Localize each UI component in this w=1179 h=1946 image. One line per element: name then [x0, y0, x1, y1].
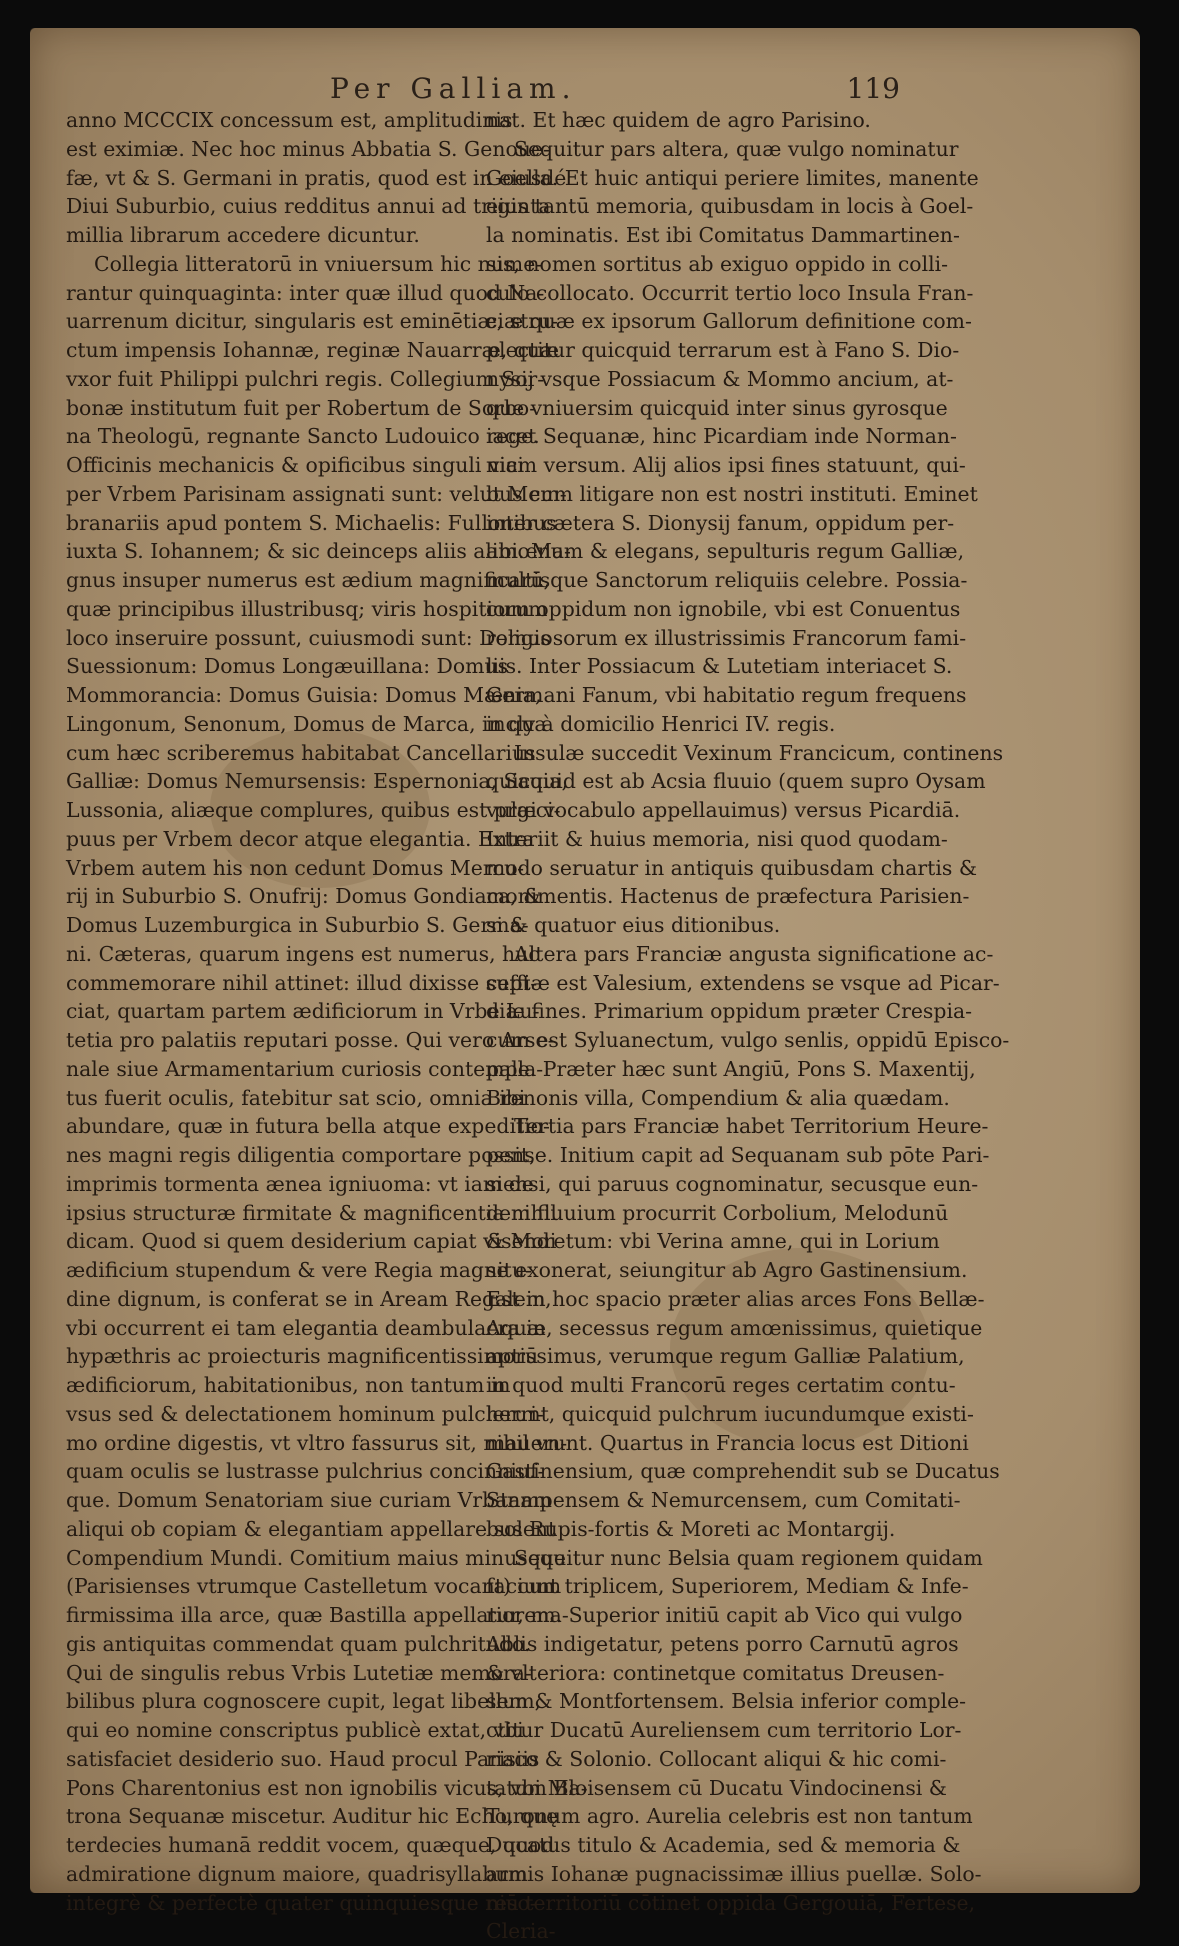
text-line: bus cum litigare non est nostri instituti. Eminet — [486, 481, 978, 506]
text-line: Galliæ: Domus Nemursensis: Espernonia, Sauia, — [66, 769, 568, 794]
text-line: aptissimus, verumque regum Galliæ Palatium, — [486, 1344, 965, 1369]
text-line: ni. Cæteras, quarum ingens est numerus, huc — [66, 941, 540, 966]
text-line: ipsius structuræ firmitate & magnificentia nihil — [66, 1200, 557, 1225]
text-line: Mommorancia: Domus Guisia: Domus Mænia, — [66, 683, 542, 707]
text-line: & vlteriora: continetque comitatus Dreusen- — [486, 1660, 945, 1685]
text-line: mauerunt. Quartus in Francia locus est Ditioni — [486, 1430, 969, 1455]
text-line: Compendium Mundi. Comitium maius minusque — [66, 1545, 566, 1570]
text-line: Stampensem & Nemurcensem, cum Comitati- — [486, 1488, 961, 1512]
text-line: vsus sed & delectationem hominum pulcherri- — [66, 1401, 544, 1426]
text-line: armis Iohanæ pugnacissimæ illius puellæ. Solo- — [486, 1861, 982, 1886]
text-line: inter cætera S. Dionysij fanum, oppidum per- — [486, 510, 955, 535]
text-line: Diui Suburbio, cuius redditus annui ad triginta — [66, 194, 551, 219]
text-line: gnus insuper numerus est ædium magnificarū, — [66, 568, 550, 592]
text-line: abundare, quæ in futura bella atque expeditio- — [66, 1114, 550, 1139]
text-line: vbi occurrent ei tam elegantia deambulacra in — [66, 1315, 546, 1340]
text-line: fæ, vt & S. Germani in pratis, quod est in eiusdé — [66, 165, 567, 190]
text-line: dicam. Quod si quem desiderium capiat visendi — [66, 1229, 557, 1254]
text-line: bonæ institutum fuit per Robertum de Sorbo- — [66, 395, 537, 420]
text-line: Qui de singulis rebus Vrbis Lutetiæ memora- — [66, 1660, 532, 1685]
text-line: imprimis tormenta ænea igniuoma: vt iam de — [66, 1171, 534, 1196]
text-line: quam oculis se lustrasse pulchrius concinniuſ- — [66, 1459, 545, 1484]
text-line: dine dignum, is conferat se in Aream Regalem, — [66, 1286, 552, 1311]
text-line: anno MCCCIX concessum est, amplitudinis — [66, 108, 513, 132]
text-line: Est in hoc spacio præter alias arces Fons Bellæ- — [486, 1286, 985, 1311]
text-line: qui eo nomine conscriptus publicè extat, vbi — [66, 1718, 524, 1742]
text-line: aliqui ob copiam & elegantiam appellare solent — [66, 1516, 557, 1541]
text-line: Gastinensium, quæ comprehendit sub se Ducatus — [486, 1459, 1000, 1484]
text-line: satisfaciet desiderio suo. Haud procul Parisiis — [66, 1746, 540, 1771]
text-line: est eximiæ. Nec hoc minus Abbatia S. Genoue- — [66, 136, 550, 161]
text-line: sis, nomen sortitus ab exiguo oppido in colli- — [486, 251, 949, 276]
text-line: ædificiorum, habitationibus, non tantum in — [66, 1373, 511, 1397]
text-line: tatum Bloisensem cū Ducatu Vindocinensi & — [486, 1775, 947, 1800]
text-line: Suessionum: Domus Longæuillana: Domus — [66, 654, 509, 679]
text-line: bus Rupis-fortis & Moreti ac Montargij. — [486, 1516, 896, 1541]
text-line: loco inseruire possunt, cuiusmodi sunt: Domus — [66, 625, 551, 650]
text-line: que. Domum Senatoriam siue curiam Vrbanam — [66, 1488, 552, 1512]
text-line: monimentis. Hactenus de præfectura Parisien- — [486, 884, 970, 909]
text-line: nes magni regis diligentia comportare possit, — [66, 1143, 536, 1167]
text-line: rij in Suburbio S. Onufrij: Domus Gondiaca, & — [66, 884, 542, 909]
text-line: eius tantū memoria, quibusdam in locis à Goel- — [486, 194, 974, 219]
page-number: 119 — [846, 72, 900, 105]
text-line: vxor fuit Philippi pulchri regis. Collegium Sor- — [66, 366, 545, 391]
text-line: hypæthris ac proiecturis magnificentissimorū — [66, 1344, 539, 1369]
text-line: bilibus plura cognoscere cupit, legat libellum, — [66, 1689, 542, 1714]
text-line: na Theologū, regnante Sancto Ludouico rege. — [66, 424, 540, 449]
text-line: (Parisienses vtrumque Castelletum vocant) cum — [66, 1574, 562, 1599]
text-line: culo collocato. Occurrit tertio loco Insula Fran- — [486, 280, 974, 305]
text-line: millia librarum accedere dicuntur. — [66, 223, 420, 247]
text-line: tetia pro palatiis reputari posse. Qui vero Arse- — [66, 1028, 555, 1052]
text-line: ciæ quæ ex ipsorum Gallorum definitione com- — [486, 309, 972, 334]
text-line: sem & Montfortensem. Belsia inferior comple- — [486, 1689, 967, 1714]
text-line: amœnum & elegans, sepulturis regum Galliæ, — [486, 539, 965, 564]
text-line: branariis apud pontem S. Michaelis: Fullonibus — [66, 510, 557, 535]
text-line: plectitur quicquid terrarum est à Fano S. Dio- — [486, 338, 960, 362]
text-line: Aquæ, secessus regum amœnissimus, quietique — [486, 1315, 983, 1340]
text-line: cum oppidum non ignobile, vbi est Conuentus — [486, 596, 961, 621]
text-line: quæ principibus illustribusq; viris hospitiorum — [66, 596, 548, 621]
text-line: ceptæ est Valesium, extendens se vsque ad Picar- — [486, 970, 1000, 995]
text-line: modo seruatur in antiquis quibusdam chartis & — [486, 855, 977, 880]
text-line: Insulæ succedit Vexinum Francicum, continens — [514, 740, 1004, 765]
text-line: siensi, qui paruus cognominatur, secusque eun- — [486, 1171, 979, 1196]
text-line: Goella. Et huic antiqui periere limites, manente — [486, 165, 979, 190]
text-line: faciunt triplicem, Superiorem, Mediam & Infe- — [486, 1574, 969, 1599]
text-line: gis antiquitas commendat quam pulchritudo. — [66, 1631, 531, 1656]
text-line: uarrenum dicitur, singularis est eminētiæ, stru- — [66, 309, 559, 334]
text-line: diæ fines. Primarium oppidum præter Crespia- — [486, 999, 973, 1024]
text-line: que vniuersim quicquid inter sinus gyrosque — [486, 395, 948, 420]
text-line: Interiit & huius memoria, nisi quod quodam- — [486, 826, 948, 851]
text-line: puus per Vrbem decor atque elegantia. Extra — [66, 826, 535, 851]
text-line: Ablis indigetatur, petens porro Carnutū agros — [486, 1631, 959, 1656]
text-line: riaco & Solonio. Collocant aliqui & hic comi- — [486, 1746, 947, 1771]
text-line: per Vrbem Parisinam assignati sunt: velut Mem- — [66, 481, 567, 506]
text-line: ciat, quartam partem ædificiorum in Vrbe Lu- — [66, 999, 540, 1024]
text-line: dem fluuium procurrit Corbolium, Melodunū — [486, 1200, 949, 1225]
text-line: pale. Præter hæc sunt Angiū, Pons S. Maxentij, — [486, 1056, 976, 1081]
text-line: Officinis mechanicis & opificibus singuli vici — [66, 453, 524, 477]
text-line: admiratione dignum maiore, quadrisyllabum — [66, 1861, 528, 1886]
text-line: cum hæc scriberemus habitabat Cancellarius — [66, 740, 536, 765]
text-line: riorem. Superior initiū capit ab Vico qui vulgo — [486, 1603, 963, 1627]
text-line: Lingonum, Senonum, Domus de Marca, in qua — [66, 711, 547, 736]
text-line: liis. Inter Possiacum & Lutetiam interiacet S. — [486, 654, 953, 679]
text-line: commemorare nihil attinet: illud dixisse suffi- — [66, 970, 538, 995]
text-line: terdecies humanā reddit vocem, quæque, quod — [66, 1833, 555, 1857]
text-line: nysij vsque Possiacum & Mommo ancium, at- — [486, 366, 954, 391]
text-line: nat. Et hæc quidem de agro Parisino. — [486, 108, 871, 132]
text-line: quicquid est ab Acsia fluuio (quem supro Oysam — [486, 769, 986, 794]
text-line: Lussonia, aliæque complures, quibus est præci- — [66, 798, 561, 822]
text-line: Collegia litteratorū in vniuersum hic nume- — [94, 251, 543, 276]
text-line: Domus Luzemburgica in Suburbio S. Germa- — [66, 913, 529, 937]
text-line: Ducatus titulo & Academia, sed & memoria & — [486, 1833, 961, 1857]
right-text-column — [486, 106, 1010, 1946]
text-line: niam versum. Alij alios ipsi fines statuunt, qui- — [486, 453, 966, 477]
text-line: ctitur Ducatū Aureliensem cum territorio Lor- — [486, 1718, 962, 1742]
text-line: se exonerat, seiungitur ab Agro Gastinensium. — [486, 1258, 968, 1282]
text-line: trona Sequanæ miscetur. Auditur hic Echo, quę — [66, 1804, 559, 1829]
text-line: mo ordine digestis, vt vltro fassurus sit, nihil vn- — [66, 1430, 568, 1455]
text-line: Germani Fanum, vbi habitatio regum frequens — [486, 683, 967, 707]
text-line: tus fuerit oculis, fatebitur sat scio, omnia ibi — [66, 1085, 526, 1110]
text-line: Sequitur pars altera, quæ vulgo nominatur — [514, 136, 959, 161]
text-line: Pons Charentonius est non ignobilis vicus, vbi Ma- — [66, 1775, 588, 1800]
text-line: Altera pars Franciæ angusta significatione ac- — [514, 941, 994, 966]
text-line: integrè & perfectè quater quinquiesque reso- — [66, 1890, 537, 1915]
text-line: vulgi vocabulo appellauimus) versus Picardiā. — [486, 798, 961, 822]
text-line: nale siue Armamentarium curiosis contempla- — [66, 1056, 544, 1081]
text-line: Brenonis villa, Compendium & alia quædam. — [486, 1085, 950, 1110]
text-line: & Moretum: vbi Verina amne, qui in Lorium — [486, 1229, 940, 1254]
text-line: pense. Initium capit ad Sequanam sub pōte Pari- — [486, 1143, 990, 1167]
text-line: la nominatis. Est ibi Comitatus Dammartinen- — [486, 223, 960, 247]
text-line: rantur quinquaginta: inter quæ illud quod Na- — [66, 280, 545, 305]
page-header — [330, 72, 900, 106]
text-line: incly à domicilio Henrici IV. regis. — [486, 711, 836, 736]
text-line: religiosorum ex illustrissimis Francorum fami- — [486, 625, 967, 650]
running-title: Per Galliam. — [330, 72, 577, 105]
text-line: Tertia pars Franciæ habet Territorium Heure- — [514, 1114, 989, 1139]
text-line: Cleria- — [486, 1919, 556, 1944]
left-text-column — [66, 106, 588, 1917]
text-line: in quod multi Francorū reges certatim contu- — [486, 1373, 956, 1397]
text-line: si & quatuor eius ditionibus. — [486, 913, 781, 937]
text-line: multisque Sanctorum reliquiis celebre. Possia- — [486, 568, 968, 592]
text-line: lerunt, quicquid pulchrum iucundumque existi- — [486, 1401, 974, 1426]
text-line: iacet Sequanæ, hinc Picardiam inde Norman- — [486, 424, 957, 449]
text-line: niū territoriū cōtinet oppida Gergouiā, Fertese, — [486, 1890, 976, 1915]
text-line: cum est Syluanectum, vulgo senlis, oppidū Episco- — [486, 1028, 1010, 1052]
text-line: Turonum agro. Aurelia celebris est non tantum — [486, 1804, 973, 1829]
text-line: ædificium stupendum & vere Regia magnitu- — [66, 1258, 532, 1282]
text-line: Vrbem autem his non cedunt Domus Mercu- — [66, 855, 525, 880]
text-line: iuxta S. Iohannem; & sic deinceps aliis alibi. Ma- — [66, 539, 571, 564]
text-line: ctum impensis Iohannæ, reginæ Nauarræ, quæ — [66, 338, 560, 362]
text-line: firmissima illa arce, quæ Bastilla appellatur, ma- — [66, 1603, 569, 1627]
text-line: Sequitur nunc Belsia quam regionem quidam — [514, 1545, 983, 1570]
